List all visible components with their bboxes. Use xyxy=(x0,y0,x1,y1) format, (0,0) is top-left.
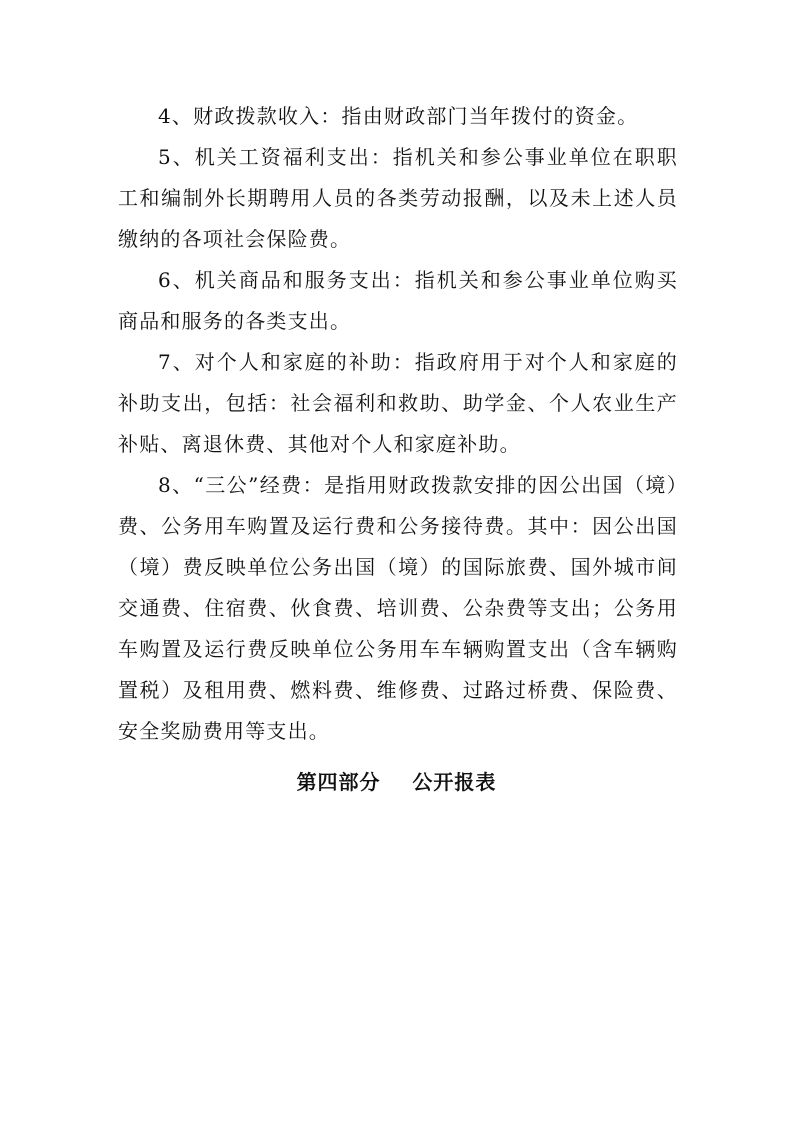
section-title: 第四部分 公开报表 xyxy=(296,770,497,794)
paragraph-three-public-expenses: 8、“三公”经费：是指用财政拨款安排的因公出国（境）费、公务用车购置及运行费和公务接待费。其中：因公出国（境）费反映单位公务出国（境）的国际旅费、国外城市间交通费、住宿费、伙食费、培训费、公杂费等支出；公务用车购置及运行费反映单位公务用车车辆购置支出（含车辆购置税）及租用费、燃料费、维修费、过路过桥费、保险费、安全奖励费用等支出。 xyxy=(118,473,678,743)
paragraph-financial-appropriation-income: 4、财政拨款收入：指由财政部门当年拨付的资金。 xyxy=(158,104,639,128)
paragraph-individual-family-subsidy: 7、对个人和家庭的补助：指政府用于对个人和家庭的补助支出，包括：社会福利和救助、助学金、个人农业生产补贴、离退休费、其他对个人和家庭补助。 xyxy=(118,350,678,456)
document-body xyxy=(118,96,678,752)
paragraph-wage-welfare-expenditure: 5、机关工资福利支出：指机关和参公事业单位在职职工和编制外长期聘用人员的各类劳动报酬，以及未上述人员缴纳的各项社会保险费。 xyxy=(118,145,678,251)
paragraph-goods-services-expenditure: 6、机关商品和服务支出：指机关和参公事业单位购买商品和服务的各类支出。 xyxy=(118,268,678,333)
